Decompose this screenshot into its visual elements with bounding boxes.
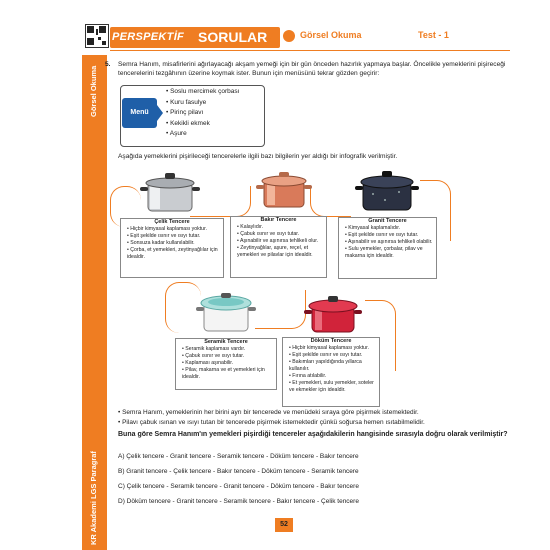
menu-list: [166, 87, 239, 140]
pot-point: • Kaplaması aşınabilir.: [182, 360, 276, 367]
pot-point: • Kimyasal kaplamalıdır.: [345, 225, 436, 232]
qr-code-icon: [85, 24, 109, 48]
answer-option-b[interactable]: B) Granit tencere - Çelik tencere - Bakır tencere - Döküm tencere - Seramik tencere: [118, 468, 359, 475]
menu-label: Menü: [122, 98, 157, 128]
topic-label: Görsel Okuma: [300, 30, 362, 40]
pot-card-steel: [120, 218, 224, 278]
pot-card-granite: [338, 217, 437, 279]
condition-item: • Semra Hanım, yemeklerinin her birini ayrı bir tencerede ve menüdeki sıraya göre pişirmek istemektedir.: [118, 409, 419, 416]
granite-pot-icon: [355, 166, 419, 214]
pot-title: Granit Tencere: [368, 218, 407, 224]
pot-point: • Sulu yemekler, çorbalar, pilav ve makarna için idealdir.: [345, 246, 436, 260]
answer-option-c[interactable]: C) Çelik tencere - Seramik tencere - Granit tencere - Döküm tencere - Bakır tencere: [118, 483, 359, 490]
menu-arrow-icon: [157, 105, 163, 121]
ceramic-pot-icon: [195, 287, 257, 335]
condition-list: [118, 408, 425, 428]
pot-title: Bakır Tencere: [260, 217, 297, 223]
steel-pot-icon: [140, 167, 200, 215]
left-margin: [0, 0, 79, 550]
menu-item: • Soslu mercimek çorbası: [166, 88, 240, 95]
copper-pot-icon: [254, 167, 314, 212]
pot-point: • Eşit şekilde ısınır ve ısıyı tutar.: [127, 233, 223, 240]
pot-point: • Kalaylıdır.: [237, 224, 326, 231]
side-bar: [82, 55, 107, 550]
menu-item: • Aşure: [166, 130, 187, 137]
pot-point: • Çabuk ısınır ve ısıyı tutar.: [237, 231, 326, 238]
pot-point: • Pilav, makarna ve et yemekleri için idealdir.: [182, 367, 276, 381]
pot-point: • Çorba, et yemekleri, zeytinyağlılar için idealdir.: [127, 247, 223, 261]
pot-card-copper: [230, 216, 327, 278]
menu-item: • Kekikli ekmek: [166, 119, 210, 127]
topic-badge-icon: [283, 30, 295, 42]
pot-title: Seramik Tencere: [204, 339, 248, 345]
pot-point: • Hiçbir kimyasal kaplaması yoktur.: [127, 226, 223, 233]
header-title: SORULAR: [198, 29, 268, 45]
connector-line: [255, 290, 306, 329]
pot-point: • Seramik kaplaması vardır.: [182, 346, 276, 353]
header-banner-tip: [266, 27, 276, 48]
header-divider: [110, 50, 510, 51]
infographic-intro: Aşağıda yemeklerini pişirileceği tencerelerle ilgili bazı bilgilerin yer aldığı bir infografik verilmiştir.: [118, 153, 398, 160]
condition-item: • Pilavı çabuk ısınan ve ısıyı tutan bir tencerede pişirmek istemektedir çünkü soğursa hemen ısıtabilmelidir.: [118, 419, 425, 426]
connector-line: [310, 186, 351, 217]
pot-point: • Zeytinyağlılar, aşure, reçel, et yemekleri ve pilavlar için idealdir.: [237, 245, 326, 259]
pot-point: • Eşit şekilde ısınır ve ısıyı tutar.: [345, 232, 436, 239]
side-series-label: KR Akademi LGS Paragraf: [89, 451, 98, 545]
pot-point: • Hiçbir kimyasal kaplaması yoktur.: [289, 345, 379, 352]
pot-title: Döküm Tencere: [310, 338, 352, 344]
pot-point: • Bakımları yapıldığında yıllarca kullanılır.: [289, 359, 379, 373]
answer-option-d[interactable]: D) Döküm tencere - Granit tencere - Seramik tencere - Bakır tencere - Çelik tencere: [118, 498, 359, 505]
brand-logo: PERSPEKTİF: [112, 31, 185, 43]
side-section-label: Görsel Okuma: [89, 65, 98, 117]
pot-point: • Aşınabilir ve aşınırsa tehlikeli olabilir.: [345, 239, 436, 246]
menu-item: • Pirinç pilavı: [166, 109, 204, 116]
pot-point: • Aşınabilir ve aşınırsa tehlikeli olur.: [237, 238, 326, 245]
cast-iron-pot-icon: [303, 290, 363, 336]
pot-title: Çelik Tencere: [154, 219, 190, 225]
test-number: Test - 1: [418, 30, 449, 40]
pot-point: • Sonsuza kadar kullanılabilir.: [127, 240, 223, 247]
question-prompt: Buna göre Semra Hanım'ın yemekleri pişirdiği tencereler aşağıdakilerin hangisinde sırasıyla doğru olarak verilmiştir?: [118, 431, 508, 438]
answer-option-a[interactable]: A) Çelik tencere - Granit tencere - Seramik tencere - Döküm tencere - Bakır tencere: [118, 453, 359, 460]
pot-point: • Fırına atılabilir.: [289, 373, 379, 380]
pot-point: • Et yemekleri, sulu yemekler, soteler ve ekmekler için idealdir.: [289, 380, 379, 394]
question-number: 5.: [105, 61, 111, 68]
page-number: 52: [275, 518, 293, 532]
question-intro: Semra Hanım, misafirlerini ağırlayacağı akşam yemeği için bir gün önceden hazırlık yapmaya başlar. Öncelikle yemeklerini pişireceği tencerelerini tezgâhının üzerine koymak ister. Bunun için menüsünü tekrar gözden geçirir:: [118, 61, 506, 77]
pot-card-cast-iron: [282, 337, 380, 407]
pot-point: • Eşit şekilde ısınır ve ısıyı tutar.: [289, 352, 379, 359]
pot-card-ceramic: [175, 338, 277, 390]
menu-item: • Kuru fasulye: [166, 98, 207, 106]
pot-point: • Çabuk ısınır ve ısıyı tutar.: [182, 353, 276, 360]
